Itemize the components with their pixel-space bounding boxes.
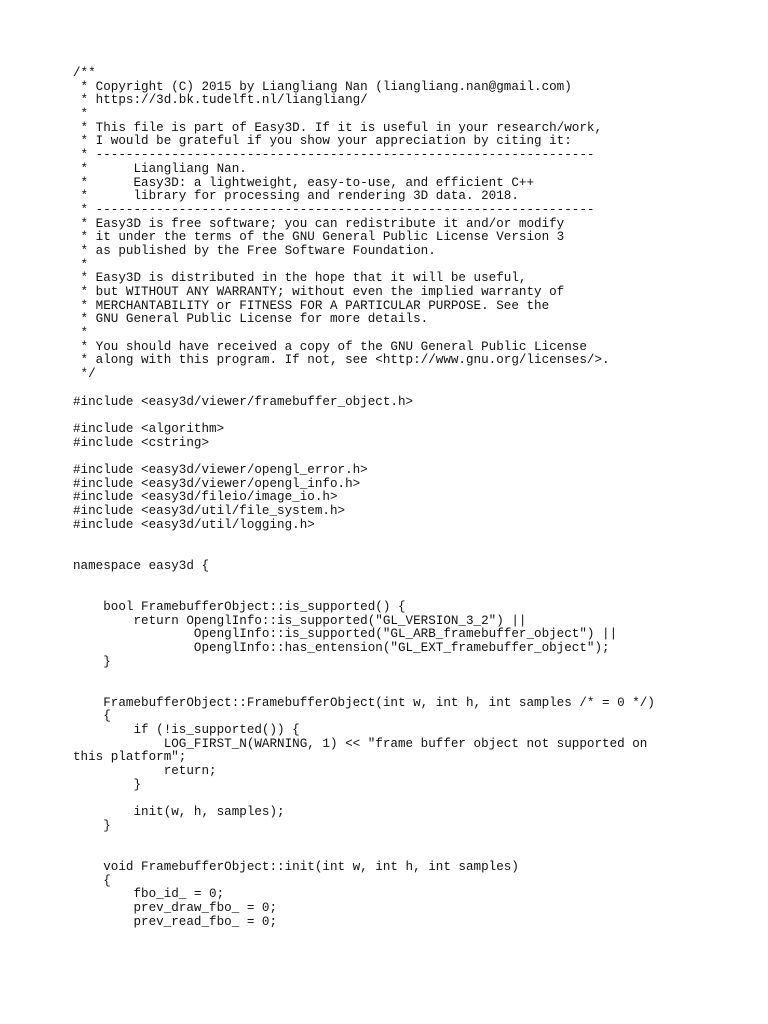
code-line: [73, 587, 753, 601]
code-line: FramebufferObject::FramebufferObject(int w, int h, int samples /* = 0 */): [73, 695, 655, 710]
code-line: * https://3d.bk.tudelft.nl/liangliang/: [73, 93, 368, 108]
code-line: {: [73, 709, 111, 724]
code-line: OpenglInfo::is_supported("GL_ARB_framebuffer_object") ||: [73, 627, 618, 642]
code-line: return OpenglInfo::is_supported("GL_VERSION_3_2") ||: [73, 613, 527, 628]
code-line: [73, 450, 753, 464]
code-line: *: [73, 326, 89, 341]
code-line: [73, 847, 753, 861]
code-line: */: [73, 367, 96, 382]
code-line: * Easy3D: a lightweight, easy-to-use, and efficient C++: [73, 175, 535, 190]
code-line: #include <easy3d/fileio/image_io.h>: [73, 490, 338, 505]
source-code-listing: [73, 67, 753, 929]
code-line: * library for processing and rendering 3D data. 2018.: [73, 189, 519, 204]
code-line: * Liangliang Nan.: [73, 161, 247, 176]
code-line: * but WITHOUT ANY WARRANTY; without even the implied warranty of: [73, 285, 565, 299]
code-line: [73, 683, 753, 697]
code-line: return;: [73, 764, 217, 779]
code-line: * I would be grateful if you show your appreciation by citing it:: [73, 134, 572, 149]
code-line: #include <easy3d/util/logging.h>: [73, 517, 315, 532]
code-line: #include <cstring>: [73, 435, 210, 450]
code-line: /**: [73, 66, 96, 80]
code-line: [73, 834, 753, 848]
code-line: prev_read_fbo_ = 0;: [73, 914, 278, 929]
code-line: {: [73, 873, 111, 888]
code-line: bool FramebufferObject::is_supported() {: [73, 599, 406, 614]
code-line: #include <algorithm>: [73, 421, 225, 436]
code-line: this platform";: [73, 750, 187, 765]
code-line: * This file is part of Easy3D. If it is useful in your research/work,: [73, 120, 603, 135]
code-line: *: [73, 107, 89, 122]
code-line: * along with this program. If not, see <http://www.gnu.org/licenses/>.: [73, 353, 610, 368]
code-line: [73, 792, 753, 806]
code-line: if (!is_supported()) {: [73, 723, 300, 737]
code-line: * Easy3D is free software; you can redistribute it and/or modify: [73, 216, 565, 231]
code-line: namespace easy3d {: [73, 558, 210, 573]
code-line: #include <easy3d/viewer/framebuffer_object.h>: [73, 394, 414, 409]
code-line: [73, 546, 753, 560]
code-line: [73, 573, 753, 587]
code-line: fbo_id_ = 0;: [73, 887, 225, 902]
code-line: #include <easy3d/viewer/opengl_info.h>: [73, 476, 361, 491]
code-line: * Copyright (C) 2015 by Liangliang Nan (liangliang.nan@gmail.com): [73, 79, 572, 94]
code-line: [73, 532, 753, 546]
code-line: * You should have received a copy of the GNU General Public License: [73, 339, 587, 354]
code-line: [73, 382, 753, 396]
code-line: * as published by the Free Software Foundation.: [73, 243, 436, 258]
code-line: [73, 409, 753, 423]
code-line: OpenglInfo::has_entension("GL_EXT_framebuffer_object");: [73, 640, 610, 655]
code-line: * Easy3D is distributed in the hope that it will be useful,: [73, 271, 527, 286]
code-line: init(w, h, samples);: [73, 805, 285, 820]
code-line: * GNU General Public License for more details.: [73, 312, 429, 327]
code-line: *: [73, 257, 89, 272]
code-line: }: [73, 654, 111, 669]
code-line: * it under the terms of the GNU General Public License Version 3: [73, 230, 565, 245]
code-line: #include <easy3d/viewer/opengl_error.h>: [73, 462, 368, 477]
code-line: void FramebufferObject::init(int w, int h, int samples): [73, 859, 519, 874]
code-line: prev_draw_fbo_ = 0;: [73, 900, 278, 915]
code-line: }: [73, 818, 111, 833]
code-line: [73, 669, 753, 683]
code-line: * ------------------------------------------------------------------: [73, 148, 595, 163]
code-line: #include <easy3d/util/file_system.h>: [73, 504, 346, 518]
code-line: * ------------------------------------------------------------------: [73, 202, 595, 217]
code-line: * MERCHANTABILITY or FITNESS FOR A PARTICULAR PURPOSE. See the: [73, 298, 550, 313]
code-line: }: [73, 777, 142, 792]
code-line: LOG_FIRST_N(WARNING, 1) << "frame buffer object not supported on: [73, 736, 648, 751]
